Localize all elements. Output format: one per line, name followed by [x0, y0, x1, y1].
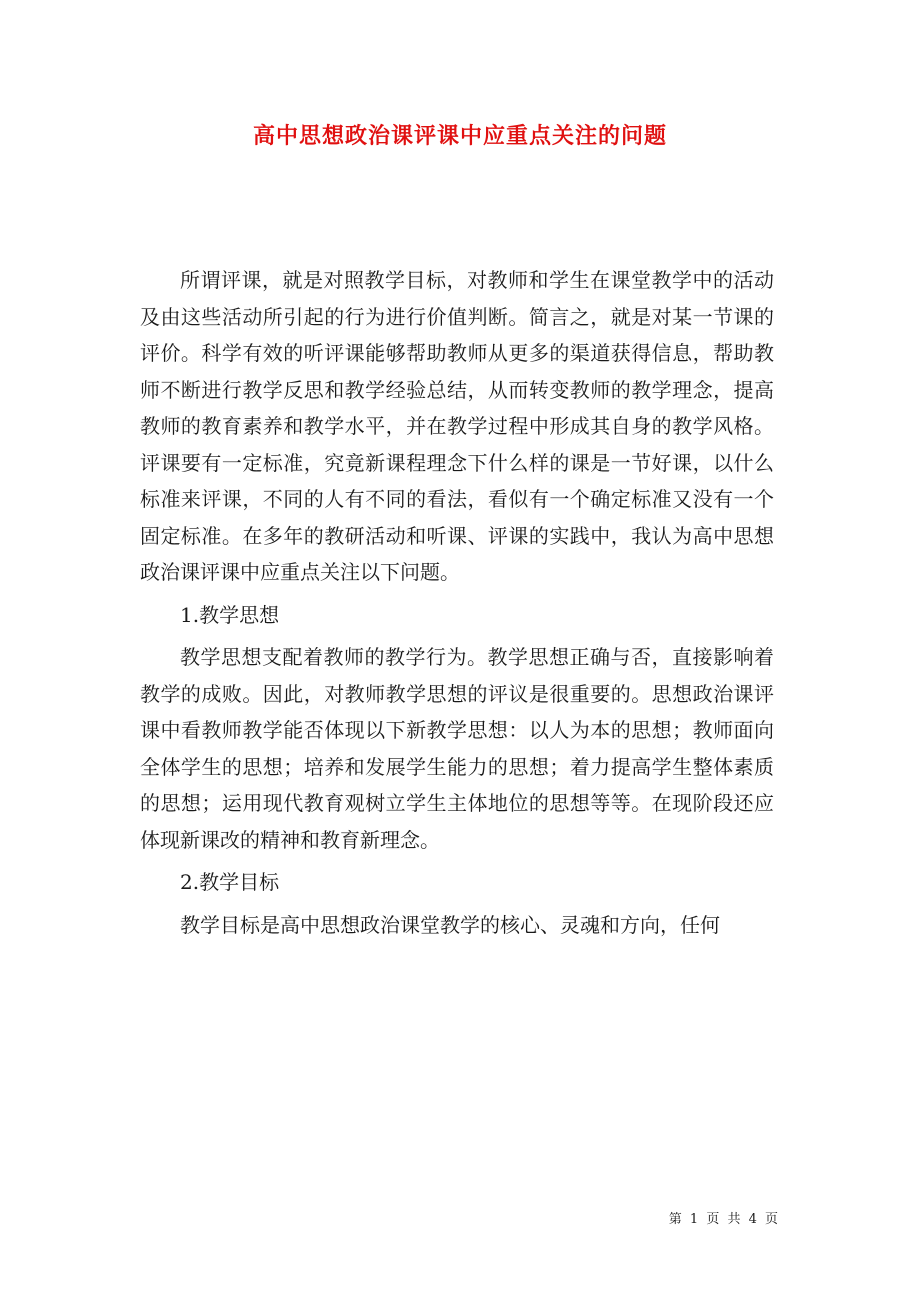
teaching-goal-paragraph: 教学目标是高中思想政治课堂教学的核心、灵魂和方向，任何: [180, 912, 720, 937]
page-number-footer: 第 1 页 共 4 页: [668, 1212, 780, 1227]
intro-paragraph: 所谓评课，就是对照教学目标，对教师和学生在课堂教学中的活动及由这些活动所引起的行为进行价值判断。简言之，就是对某一节课的评价。科学有效的听评课能够帮助教师从更多的渠道获得信息，帮助教师不断进行教学反思和教学经验总结，从而转变教师的教学理念，提高教师的教育素养和教学水平，并在教学过程中形成其自身的教学风格。评课要有一定标准，究竟新课程理念下什么样的课是一节好课，以什么标准来评课，不同的人有不同的看法，看似有一个确定标准又没有一个固定标准。在多年的教研活动和听课、评课的实践中，我认为高中思想政治课评课中应重点关注以下问题。: [140, 268, 774, 584]
teaching-thought-paragraph: 教学思想支配着教师的教学行为。教学思想正确与否，直接影响着教学的成败。因此，对教师教学思想的评议是很重要的。思想政治课评课中看教师教学能否体现以下新教学思想：以人为本的思想；教师面向全体学生的思想；培养和发展学生能力的思想；着力提高学生整体素质的思想；运用现代教育观树立学生主体地位的思想等等。在现阶段还应体现新课改的精神和教育新理念。: [140, 645, 774, 852]
section-heading-teaching-thought: 1.教学思想: [180, 602, 280, 627]
document-body: [140, 262, 774, 943]
section-heading-teaching-goal: 2.教学目标: [180, 870, 280, 894]
document-title: 高中思想政治课评课中应重点关注的问题: [252, 123, 667, 149]
